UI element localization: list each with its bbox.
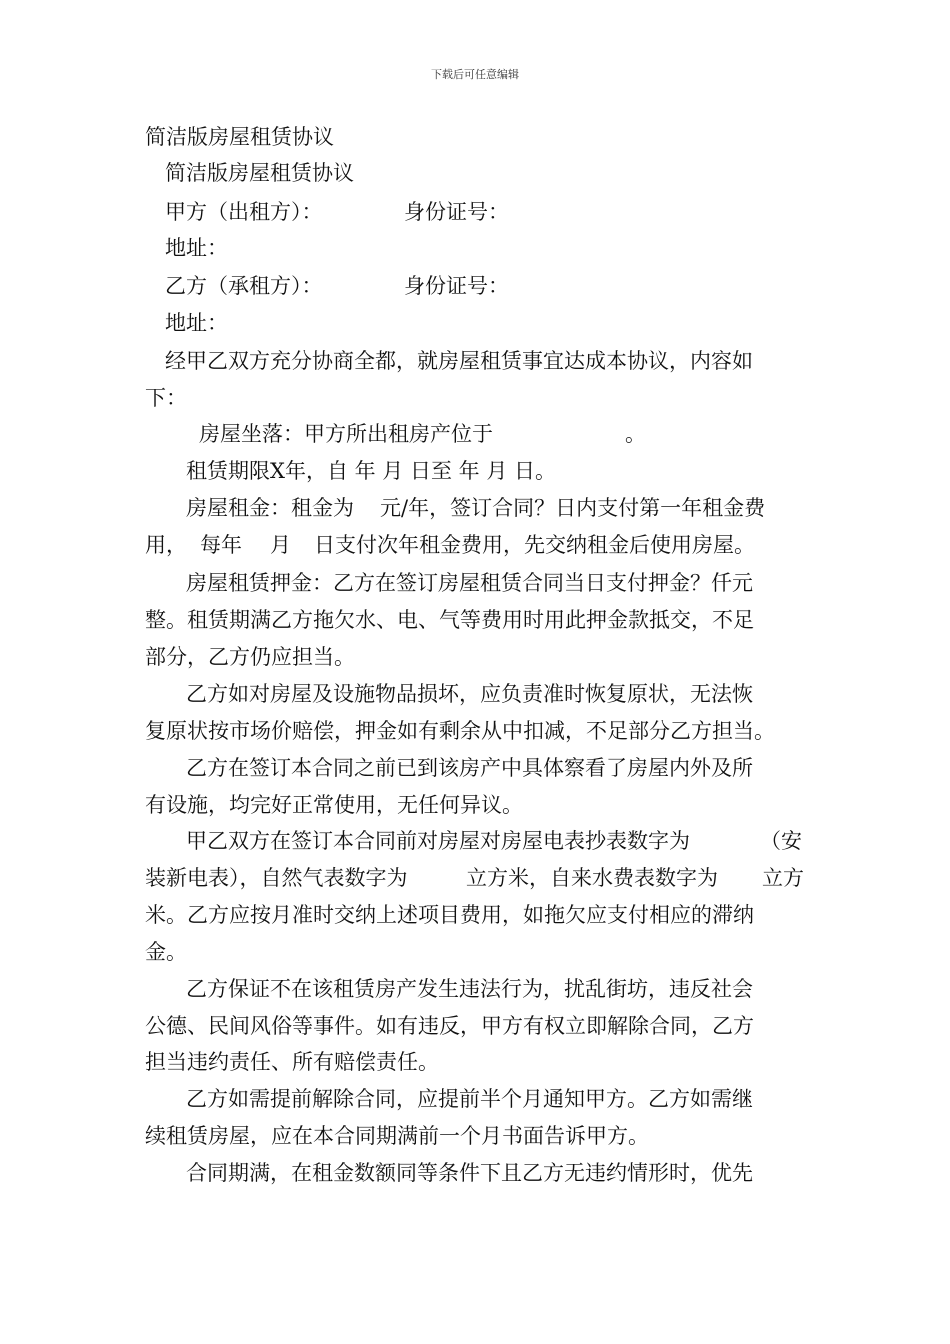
intro-line-1: 经甲乙双方充分协商全都，就房屋租赁事宜达成本协议，内容如 <box>165 349 753 373</box>
rent-line-2c: 月 <box>270 533 291 557</box>
termination-line-1: 乙方如需提前解除合同，应提前半个月通知甲方。乙方如需继 <box>186 1087 753 1111</box>
termination-line-2: 续租赁房屋，应在本合同期满前一个月书面告诉甲方。 <box>145 1124 649 1148</box>
conduct-line-3: 担当违约责任、所有赔偿责任。 <box>145 1050 439 1074</box>
rent-line-1b: 元/年，签订合同？日内支付第一年租金费 <box>380 496 766 520</box>
damage-line-1: 乙方如对房屋及设施物品损坏，应负责准时恢复原状，无法恢 <box>186 682 753 706</box>
meter-line-1a: 甲乙双方在签订本合同前对房屋对房屋电表抄表数字为 <box>186 829 690 853</box>
meter-line-1b: （安 <box>760 829 802 853</box>
property-location: 房屋坐落：甲方所出租房产位于 <box>199 422 493 446</box>
meter-line-2c: 立方 <box>762 866 804 890</box>
party-a-label: 甲方（出租方）： <box>165 200 323 224</box>
party-a-id-label: 身份证号： <box>404 200 509 224</box>
intro-line-2: 下： <box>145 386 187 410</box>
meter-line-2b: 立方米，自来水费表数字为 <box>466 866 718 890</box>
deposit-line-3: 部分，乙方仍应担当。 <box>145 645 355 669</box>
party-b-address-label: 地址： <box>165 311 228 335</box>
party-b-label: 乙方（承租方）： <box>165 274 323 298</box>
conduct-line-1: 乙方保证不在该租赁房产发生违法行为，扰乱街坊，违反社会 <box>186 977 753 1001</box>
deposit-line-1: 房屋租赁押金：乙方在签订房屋租赁合同当日支付押金？仟元 <box>186 571 753 595</box>
lease-term: 租赁期限Ⅹ年，自 年 月 日至 年 月 日。 <box>186 459 557 483</box>
deposit-line-2: 整。租赁期满乙方拖欠水、电、气等费用时用此押金款抵交，不足 <box>145 608 754 632</box>
meter-line-2a: 装新电表），自然气表数字为 <box>145 866 408 890</box>
document-title: 简洁版房屋租赁协议 <box>145 125 334 149</box>
inspection-line-1: 乙方在签订本合同之前已到该房产中具体察看了房屋内外及所 <box>186 756 753 780</box>
meter-line-4: 金。 <box>145 940 187 964</box>
meter-line-3: 米。乙方应按月准时交纳上述项目费用，如拖欠应支付相应的滞纳 <box>145 903 754 927</box>
party-a-address-label: 地址： <box>165 236 228 260</box>
damage-line-2: 复原状按市场价赔偿，押金如有剩余从中扣减，不足部分乙方担当。 <box>145 719 775 743</box>
document-subtitle: 简洁版房屋租赁协议 <box>165 161 354 185</box>
party-b-id-label: 身份证号： <box>404 274 509 298</box>
rent-line-2d: 日支付次年租金费用，先交纳租金后使用房屋。 <box>314 533 755 557</box>
conduct-line-2: 公德、民间风俗等事件。如有违反，甲方有权立即解除合同，乙方 <box>145 1014 754 1038</box>
property-location-end: 。 <box>625 422 646 446</box>
rent-line-1a: 房屋租金：租金为 <box>186 496 354 520</box>
renewal-line-1: 合同期满，在租金数额同等条件下且乙方无违约情形时，优先 <box>186 1161 753 1185</box>
inspection-line-2: 有设施，均完好正常使用，无任何异议。 <box>145 793 523 817</box>
page-header: 下载后可任意编辑 <box>431 68 519 81</box>
rent-line-2b: 每年 <box>200 533 242 557</box>
rent-line-2a: 用， <box>145 533 187 557</box>
